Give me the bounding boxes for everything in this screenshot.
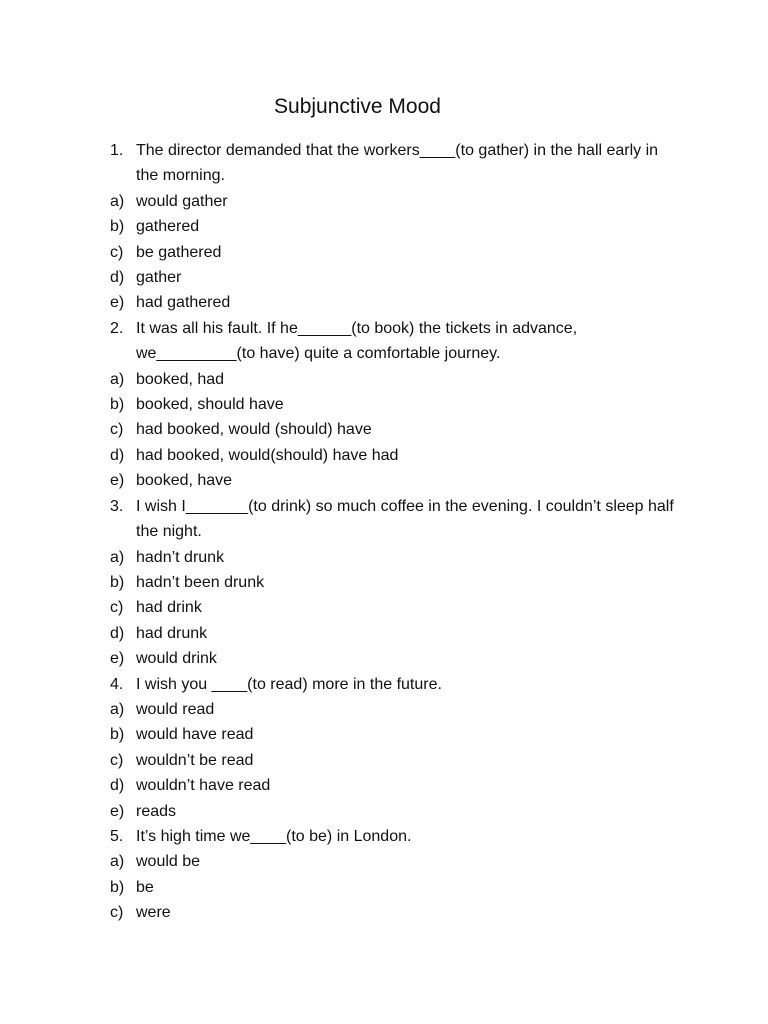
option-marker: c) [110,243,124,261]
option-4d [110,773,680,798]
option-5b [110,875,680,900]
option-marker: a) [110,853,125,871]
option-marker: d) [110,446,125,464]
option-text: would have read [136,726,254,744]
question-list [110,138,680,926]
option-marker: c) [110,599,124,617]
option-text: were [136,904,171,922]
option-text: hadn’t been drunk [136,573,265,591]
option-marker: b) [110,573,125,591]
option-2e [110,468,680,493]
question-number: 4. [110,675,124,693]
question-2 [110,316,680,367]
option-3c [110,595,680,620]
option-marker: a) [110,192,125,210]
option-1e [110,290,680,315]
option-marker: c) [110,421,124,439]
question-number: 5. [110,827,124,845]
option-marker: d) [110,269,125,287]
option-text: gather [136,269,182,287]
option-2b [110,392,680,417]
option-marker: e) [110,294,125,312]
question-5 [110,824,680,849]
option-text: booked, have [136,472,233,490]
page-title: Subjunctive Mood [274,95,441,118]
option-marker: b) [110,396,125,414]
option-2a [110,367,680,392]
option-text: booked, had [136,370,225,388]
option-text: gathered [136,218,200,236]
option-2c [110,417,680,442]
option-3b [110,570,680,595]
option-1c [110,240,680,265]
option-marker: a) [110,548,125,566]
question-4 [110,672,680,697]
option-3e [110,646,680,671]
option-4a [110,697,680,722]
question-text: I wish you ____(to read) more in the future. [136,675,442,693]
option-4c [110,748,680,773]
question-number: 1. [110,142,124,159]
option-text: be gathered [136,243,222,261]
option-marker: d) [110,777,125,795]
option-marker: e) [110,802,125,820]
option-5c [110,900,680,925]
option-marker: a) [110,370,125,388]
option-text: hadn’t drunk [136,548,225,566]
option-marker: b) [110,878,125,896]
question-text: It’s high time we____(to be) in London. [136,827,412,845]
option-text: wouldn’t have read [136,777,271,795]
option-4e [110,799,680,824]
option-1b [110,214,680,239]
option-marker: b) [110,218,125,236]
option-text: had gathered [136,294,231,312]
option-text: would be [136,853,201,871]
option-marker: c) [110,751,124,769]
option-1d [110,265,680,290]
question-3 [110,494,680,545]
option-text: had booked, would(should) have had [136,446,399,464]
option-text: would drink [136,650,217,668]
option-marker: e) [110,472,125,490]
option-marker: c) [110,904,124,922]
option-3a [110,545,680,570]
option-text: had booked, would (should) have [136,421,372,439]
option-2d [110,443,680,468]
question-number: 2. [110,319,124,337]
option-text: be [136,878,154,896]
option-1a [110,189,680,214]
option-text: wouldn’t be read [136,751,254,769]
question-number: 3. [110,497,124,515]
option-5a [110,849,680,874]
option-marker: b) [110,726,125,744]
question-1 [110,138,680,189]
option-marker: a) [110,700,125,718]
option-4b [110,722,680,747]
option-3d [110,621,680,646]
option-marker: e) [110,650,125,668]
option-text: would gather [136,192,228,210]
option-text: booked, should have [136,396,284,414]
option-text: had drunk [136,624,208,642]
question-text: I wish I_______(to drink) so much coffee in the evening. I couldn’t sleep half the night. [136,497,674,541]
option-text: had drink [136,599,202,617]
option-marker: d) [110,624,125,642]
option-text: reads [136,802,177,820]
question-text: It was all his fault. If he______(to book) the tickets in advance, we_________(to have) quite a comfortable journey. [136,319,578,363]
option-text: would read [136,700,215,718]
question-text: The director demanded that the workers____(to gather) in the hall early in the morning. [136,142,659,185]
